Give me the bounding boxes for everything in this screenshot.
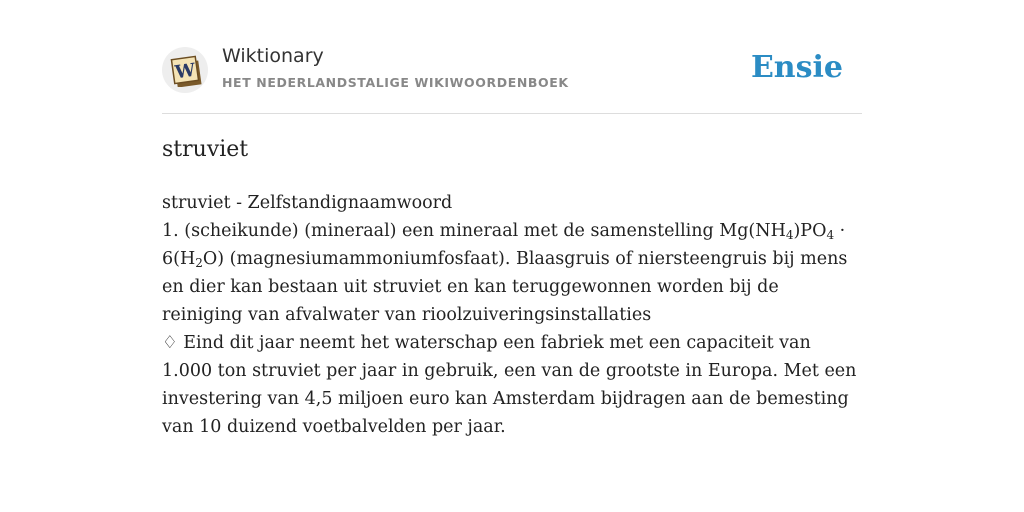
entry-body	[162, 189, 862, 441]
logo-letter: W	[173, 59, 197, 84]
ensie-brand-link[interactable]: Ensie	[750, 50, 843, 85]
subscript-nh4: 4	[785, 228, 794, 242]
site-title[interactable]: Wiktionary	[222, 45, 324, 67]
definition	[162, 217, 862, 329]
subscript-h2: 2	[195, 256, 203, 270]
definition-text-2: )PO	[793, 221, 827, 241]
definition-text-1: 1. (scheikunde) (mineraal) een mineraal met de samenstelling Mg(NH	[162, 221, 786, 241]
site-tagline: HET NEDERLANDSTALIGE WIKIWOORDENBOEK	[222, 75, 569, 90]
subscript-po4: 4	[826, 228, 835, 242]
site-header	[162, 0, 862, 114]
wiktionary-logo-icon	[168, 53, 202, 87]
entry-title: struviet - Zelfstandignaamwoord	[162, 193, 453, 213]
headword: struviet	[162, 137, 249, 162]
wiktionary-logo[interactable]	[162, 47, 208, 93]
example-sentence: ♢ Eind dit jaar neemt het waterschap een fabriek met een capaciteit van 1.000 ton struviet per jaar in gebruik, een van de grootste in Europa. Met een investering van 4,5 miljoen euro kan Amsterdam bijdragen aan de bemesting van 10 duizend voetbalvelden per jaar.	[162, 333, 857, 437]
page	[162, 0, 862, 437]
definition-text-3: · 6(H	[162, 221, 846, 269]
definition-text-4: O) (magnesiumammoniumfosfaat). Blaasgruis of niersteengruis bij mens en dier kan bestaan uit struviet en kan teruggewonnen worden bij de reiniging van afvalwater van rioolzuiveringsinstallaties	[162, 249, 848, 325]
